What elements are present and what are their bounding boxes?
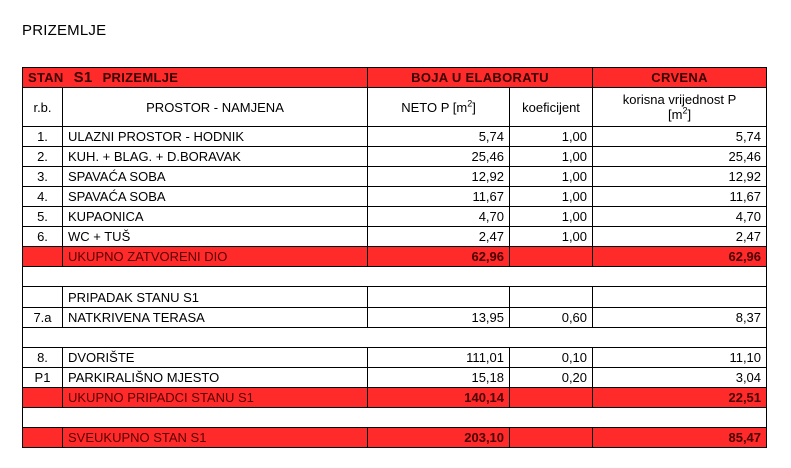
- table-cell: [510, 287, 593, 308]
- table-cell: [23, 408, 767, 428]
- total-closed-neto: 62,96: [368, 247, 510, 267]
- table-cell: 8.: [23, 348, 63, 368]
- table-cell: 2.: [23, 147, 63, 167]
- table-cell: 13,95: [368, 308, 510, 328]
- col-header-koef: koeficijent: [510, 88, 593, 127]
- table-cell: 1,00: [510, 187, 593, 207]
- table-title-row: [23, 68, 767, 88]
- table-cell: 2,47: [593, 227, 767, 247]
- floor-label: PRIZEMLJE: [102, 70, 179, 85]
- total-closed-korisna: 62,96: [593, 247, 767, 267]
- table-cell: 4.: [23, 187, 63, 207]
- total-closed-label: UKUPNO ZATVORENI DIO: [63, 247, 368, 267]
- table-cell: 4,70: [593, 207, 767, 227]
- table-cell: 1,00: [510, 207, 593, 227]
- table-cell: SPAVAĆA SOBA: [63, 167, 368, 187]
- table-row: [23, 207, 767, 227]
- table-cell: KUH. + BLAG. + D.BORAVAK: [63, 147, 368, 167]
- room-rows: [23, 127, 767, 247]
- table-row: [23, 147, 767, 167]
- table-cell: [23, 328, 767, 348]
- table-cell: [510, 428, 593, 448]
- table-cell: 5.: [23, 207, 63, 227]
- col-header-neto: NETO P $[m^2]$: [368, 88, 510, 127]
- col-header-rb: r.b.: [23, 88, 63, 127]
- table-cell: 12,92: [368, 167, 510, 187]
- total-closed-row: [23, 247, 767, 267]
- total-appurtenance-row: [23, 388, 767, 408]
- table-cell: KUPAONICA: [63, 207, 368, 227]
- table-cell: 1.: [23, 127, 63, 147]
- table-cell: 3,04: [593, 368, 767, 388]
- table-cell: 5,74: [593, 127, 767, 147]
- table-cell: 2,47: [368, 227, 510, 247]
- col-header-name: PROSTOR - NAMJENA: [63, 88, 368, 127]
- grand-total-row: [23, 428, 767, 448]
- table-cell: 5,74: [368, 127, 510, 147]
- table-row: [23, 187, 767, 207]
- table-cell: 0,10: [510, 348, 593, 368]
- appurtenance-heading: PRIPADAK STANU S1: [63, 287, 368, 308]
- table-cell: 8,37: [593, 308, 767, 328]
- table-cell: [23, 267, 767, 287]
- table-cell: [510, 247, 593, 267]
- total-appurtenance-neto: 140,14: [368, 388, 510, 408]
- table-row: [23, 167, 767, 187]
- table-cell: 7.a: [23, 308, 63, 328]
- spacer-row: [23, 267, 767, 287]
- table-cell: 6.: [23, 227, 63, 247]
- table-cell: 4,70: [368, 207, 510, 227]
- table-cell: [23, 388, 63, 408]
- color-value-cell: CRVENA: [593, 68, 767, 88]
- table-cell: 1,00: [510, 227, 593, 247]
- color-label-cell: BOJA U ELABORATU: [368, 68, 593, 88]
- table-cell: 11,67: [593, 187, 767, 207]
- table-cell: DVORIŠTE: [63, 348, 368, 368]
- apartment-title-cell: [23, 68, 368, 88]
- stan-label: STAN: [28, 70, 64, 85]
- table-cell: [593, 287, 767, 308]
- spacer-row: [23, 408, 767, 428]
- table-cell: 25,46: [368, 147, 510, 167]
- apartment-area-table: [22, 67, 767, 448]
- table-cell: 25,46: [593, 147, 767, 167]
- table-cell: 111,01: [368, 348, 510, 368]
- grand-total-korisna: 85,47: [593, 428, 767, 448]
- table-cell: 1,00: [510, 167, 593, 187]
- spacer-row: [23, 328, 767, 348]
- table-cell: 1,00: [510, 127, 593, 147]
- total-appurtenance-korisna: 22,51: [593, 388, 767, 408]
- table-cell: [510, 388, 593, 408]
- table-cell: 0,60: [510, 308, 593, 328]
- table-cell: 15,18: [368, 368, 510, 388]
- grand-total-neto: 203,10: [368, 428, 510, 448]
- table-row: [23, 348, 767, 368]
- stan-id: S1: [73, 69, 93, 86]
- appurtenance-heading-row: [23, 287, 767, 308]
- table-row: [23, 308, 767, 328]
- table-row: [23, 368, 767, 388]
- table-cell: WC + TUŠ: [63, 227, 368, 247]
- table-cell: [23, 287, 63, 308]
- table-cell: 3.: [23, 167, 63, 187]
- page-title: PRIZEMLJE: [22, 22, 107, 39]
- table-row: [23, 227, 767, 247]
- table-cell: [368, 287, 510, 308]
- table-cell: 12,92: [593, 167, 767, 187]
- table-cell: 0,20: [510, 368, 593, 388]
- table-cell: ULAZNI PROSTOR - HODNIK: [63, 127, 368, 147]
- table-cell: NATKRIVENA TERASA: [63, 308, 368, 328]
- table-cell: 1,00: [510, 147, 593, 167]
- table-cell: PARKIRALIŠNO MJESTO: [63, 368, 368, 388]
- table-cell: SPAVAĆA SOBA: [63, 187, 368, 207]
- table-cell: [23, 428, 63, 448]
- table-cell: 11,10: [593, 348, 767, 368]
- total-appurtenance-label: UKUPNO PRIPADCI STANU S1: [63, 388, 368, 408]
- table-row: [23, 127, 767, 147]
- table-cell: [23, 247, 63, 267]
- table-cell: 11,67: [368, 187, 510, 207]
- grand-total-label: SVEUKUPNO STAN S1: [63, 428, 368, 448]
- column-header-row: [23, 88, 767, 127]
- col-header-korisna: korisna vrijednost P $[m^2]$: [593, 88, 767, 127]
- table-cell: P1: [23, 368, 63, 388]
